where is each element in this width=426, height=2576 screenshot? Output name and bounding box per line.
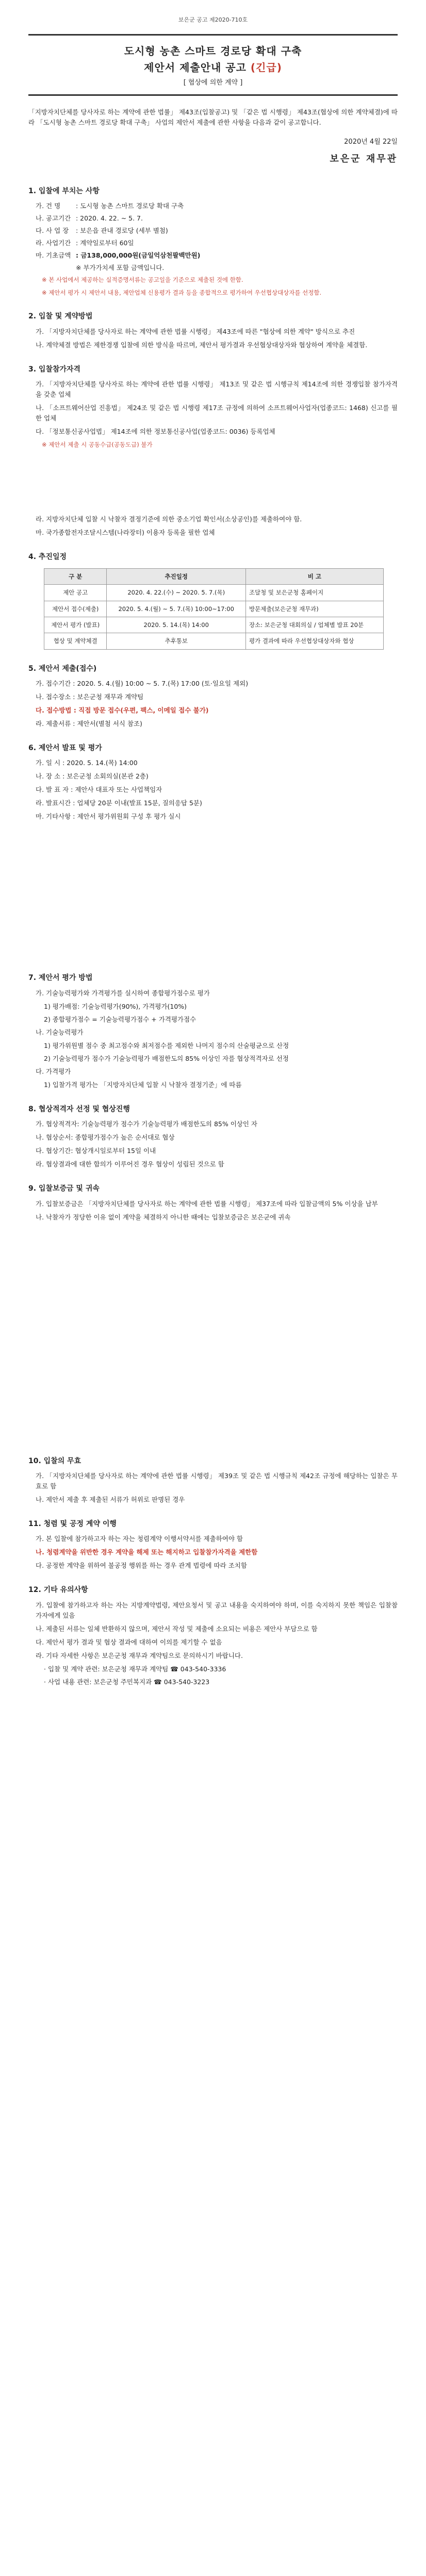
s7-para: 1) 평가위원별 점수 중 최고점수와 최저점수를 제외한 나머지 점수의 산술평균으로 산정	[44, 1041, 289, 1049]
schedule-header: 비 고	[245, 568, 383, 584]
s10-para: 가. 「지방자치단체를 당사자로 하는 계약에 관한 법률 시행령」 제39조 및 같은 법 시행규칙 제42조 규정에 해당하는 입찰은 무효로 함	[36, 1472, 398, 1490]
section-1-title: 1. 입찰에 부치는 사항	[28, 187, 100, 195]
s3-para: 나. 「소프트웨어산업 진흥법」 제24조 및 같은 법 시행령 제17조 규정에 의하여 소프트웨어사업자(업종코드: 1468) 신고를 필한 업체	[36, 403, 398, 422]
s1-note: ※ 본 사업에서 제공하는 실적증명서류는 공고일을 기준으로 제출된 것에 한함.	[42, 276, 243, 284]
table-row: 협상 및 계약체결 추후통보 평가 결과에 따라 우선협상대상자와 협상	[44, 633, 384, 649]
s7-para: 2) 종합평가점수 = 기술능력평가점수 + 가격평가점수	[44, 1015, 196, 1023]
section-8-title: 8. 협상적격자 선정 및 협상진행	[28, 1105, 130, 1113]
urgent-label: (긴급)	[250, 61, 282, 74]
s6-para: 라. 발표시간 : 업체당 20분 이내(발표 15분, 질의응답 5분)	[36, 799, 202, 807]
s11-para: 나. 청렴계약을 위반한 경우 계약을 해제 또는 해지하고 입찰참가자격을 제한함	[36, 1548, 258, 1556]
section-10-title: 10. 입찰의 무효	[28, 1456, 81, 1465]
section-11-title: 11. 청렴 및 공정 계약 이행	[28, 1520, 117, 1529]
section-2-title: 2. 입찰 및 계약방법	[28, 312, 93, 321]
title-line-1: 도시형 농촌 스마트 경로당 확대 구축	[124, 44, 302, 57]
section-11	[28, 1518, 398, 1571]
title-line-2	[34, 59, 392, 76]
s1-note: ※ 제안서 평가 시 제안서 내용, 제안업체 신용평가 결과 등을 종합적으로 평가하여 우선협상대상자를 선정함.	[42, 289, 322, 296]
s12-para: 가. 입찰에 참가하고자 하는 자는 지방계약법령, 제안요청서 및 공고 내용을 숙지하여야 하며, 이를 숙지하지 못한 책임은 입찰참가자에게 있음	[36, 1601, 398, 1619]
notice-date: 2020년 4월 22일	[344, 138, 398, 146]
section-6	[28, 742, 398, 822]
table-row: 제안 공고 2020. 4. 22.(수) ~ 2020. 5. 7.(목) 조달청 및 보은군청 홈페이지	[44, 585, 384, 601]
section-4-title: 4. 추진일정	[28, 553, 67, 562]
s12-para: 다. 제안서 평가 결과 및 협상 결과에 대하여 이의를 제기할 수 없음	[36, 1638, 222, 1646]
s6-para: 마. 기타사항 : 제안서 평가위원회 구성 후 평가 실시	[36, 812, 181, 821]
section-6-title: 6. 제안서 발표 및 평가	[28, 744, 102, 753]
s7-para: 가. 기술능력평가와 가격평가를 실시하여 종합평가점수로 평가	[36, 989, 210, 997]
s3-note: ※ 제안서 제출 시 공동수급(공동도급) 불가	[42, 440, 153, 448]
s3-para: 다. 「정보통신공사업법」 제14조에 의한 정보통신공사업(업종코드: 0036) 등록업체	[36, 427, 275, 435]
s7-para: 1) 평가배점: 기술능력평가(90%), 가격평가(10%)	[44, 1002, 187, 1010]
s3-para: 가. 「지방자치단체를 당사자로 하는 계약에 관한 법률 시행령」 제13조 및 같은 법 시행규칙 제14조에 의한 경쟁입찰 참가자격을 갖춘 업체	[36, 380, 398, 398]
s8-para: 나. 협상순서: 종합평가점수가 높은 순서대로 협상	[36, 1133, 175, 1142]
s5-para: 다. 접수방법 : 직접 방문 접수(우편, 팩스, 이메일 접수 불가)	[36, 706, 209, 715]
s12-para: 나. 제출된 서류는 일체 반환하지 않으며, 제안서 작성 및 제출에 소요되는 비용은 제안사 부담으로 함	[36, 1624, 318, 1633]
section-3-title: 3. 입찰참가자격	[28, 365, 81, 374]
s12-para: 라. 기타 자세한 사항은 보은군청 재무과 계약팀으로 문의하시기 바랍니다.	[36, 1651, 243, 1659]
title-box	[28, 34, 398, 96]
s6-para: 나. 장 소 : 보은군청 소회의실(본관 2층)	[36, 772, 149, 781]
title-line-3: [ 협상에 의한 계약 ]	[183, 78, 243, 87]
title-main: 제안서 제출안내 공고	[144, 61, 247, 74]
section-12-title: 12. 기타 유의사항	[28, 1586, 88, 1595]
s2-para: 나. 계약체결 방법은 제한경쟁 입찰에 의한 방식을 따르며, 제안서 평가결과 우선협상대상자와 협상하여 계약을 체결함.	[36, 341, 368, 349]
section-3	[28, 364, 398, 538]
s1-item: 다. 사 업 장 : 보은읍 관내 경로당 (세부 별첨)	[36, 227, 168, 235]
s11-para: 다. 공정한 계약을 위하여 불공정 행위를 하는 경우 관계 법령에 따라 조치함	[36, 1562, 247, 1570]
s5-para: 나. 접수장소 : 보은군청 재무과 계약팀	[36, 693, 144, 701]
s8-para: 다. 협상기간: 협상개시일로부터 15일 이내	[36, 1147, 156, 1155]
schedule-header: 구 분	[44, 568, 107, 584]
section-7	[28, 972, 398, 1090]
table-row: 제안서 접수(제출) 2020. 5. 4.(월) ~ 5. 7.(목) 10:00~17:00 방문제출(보은군청 재무과)	[44, 601, 384, 617]
s5-para: 가. 접수기간 : 2020. 5. 4.(월) 10:00 ~ 5. 7.(목) 17:00 (토·일요일 제외)	[36, 680, 249, 688]
s8-para: 라. 협상결과에 대한 합의가 이루어진 경우 협상이 성립된 것으로 함	[36, 1160, 224, 1168]
s1-item: 마. 기초금액 : 금138,000,000원(금일억삼천팔백만원)	[36, 251, 201, 260]
s1-item: 나. 공고기간 : 2020. 4. 22. ~ 5. 7.	[36, 214, 143, 223]
notice-number: 보은군 공고 제2020-710호	[178, 16, 248, 23]
s1-item: ※ 부가가치세 포함 금액입니다.	[76, 264, 165, 272]
s6-para: 가. 일 시 : 2020. 5. 14.(목) 14:00	[36, 759, 138, 767]
s10-para: 나. 제안서 제출 후 제출된 서류가 허위로 판명된 경우	[36, 1496, 185, 1504]
section-1	[28, 185, 398, 297]
section-7-title: 7. 제안서 평가 방법	[28, 974, 93, 982]
notice-org: 보은군 재무관	[330, 154, 398, 165]
section-9-title: 9. 입찰보증금 및 귀속	[28, 1184, 100, 1193]
s9-para: 가. 입찰보증금은 「지방자치단체를 당사자로 하는 계약에 관한 법률 시행령」 제37조에 따라 입찰금액의 5% 이상을 납부	[36, 1199, 378, 1208]
schedule-header: 추진일정	[107, 568, 245, 584]
contact-line: · 사업 내용 관련: 보은군청 주민복지과 ☎ 043-540-3223	[44, 1677, 210, 1686]
intro-paragraph: 「지방자치단체를 당사자로 하는 계약에 관한 법률」 제43조(입찰공고) 및 「같은 법 시행령」 제43조(협상에 의한 계약체결)에 따라 「도시형 농촌 스마트 경로당 확대 구축」 사업의 제안서 제출에 관한 사항을 다음과 같이 공고합니다.	[28, 108, 398, 127]
section-10	[28, 1455, 398, 1505]
section-5	[28, 663, 398, 729]
section-2	[28, 311, 398, 350]
contact-line: · 입찰 및 계약 관련: 보은군청 재무과 계약팀 ☎ 043-540-3336	[44, 1665, 226, 1673]
section-9	[28, 1183, 398, 1222]
s2-para: 가. 「지방자치단체를 당사자로 하는 계약에 관한 법률 시행령」 제43조에 따른 "협상에 의한 계약" 방식으로 추진	[36, 327, 355, 335]
s11-para: 가. 본 입찰에 참가하고자 하는 자는 청렴계약 이행서약서를 제출하여야 함	[36, 1535, 243, 1543]
s6-para: 다. 발 표 자 : 제안사 대표자 또는 사업책임자	[36, 786, 162, 794]
schedule-table	[44, 568, 384, 650]
s7-para: 2) 기술능력평가 점수가 기술능력평가 배점한도의 85% 이상인 자를 협상적격자로 선정	[44, 1054, 289, 1062]
section-4	[28, 551, 398, 649]
section-12	[28, 1584, 398, 1687]
s3-para: 마. 국가종합전자조달시스템(나라장터) 이용자 등록을 필한 업체	[36, 529, 215, 537]
s5-para: 라. 제출서류 : 제안서(별첨 서식 참조)	[36, 720, 142, 728]
section-8	[28, 1104, 398, 1170]
s9-para: 나. 낙찰자가 정당한 이유 없이 계약을 체결하지 아니한 때에는 입찰보증금은 보은군에 귀속	[36, 1213, 291, 1221]
s1-item: 라. 사업기간 : 계약일로부터 60일	[36, 239, 134, 247]
s7-para: 나. 기술능력평가	[36, 1028, 84, 1036]
s7-para: 다. 가격평가	[36, 1067, 71, 1075]
table-row: 제안서 평가 (발표) 2020. 5. 14.(목) 14:00 장소: 보은군청 대회의실 / 업체별 발표 20분	[44, 617, 384, 633]
s1-item: 가. 건 명 : 도시형 농촌 스마트 경로당 확대 구축	[36, 202, 184, 210]
s7-para: 1) 입찰가격 평가는 「지방자치단체 입찰 시 낙찰자 결정기준」에 따름	[44, 1080, 242, 1089]
s3-para: 라. 지방자치단체 입찰 시 낙찰자 결정기준에 의한 중소기업 확인서(소상공인)를 제출하여야 함.	[36, 515, 302, 523]
s8-para: 가. 협상적격자: 기술능력평가 점수가 기술능력평가 배점한도의 85% 이상인 자	[36, 1120, 258, 1128]
section-5-title: 5. 제안서 제출(접수)	[28, 664, 97, 673]
